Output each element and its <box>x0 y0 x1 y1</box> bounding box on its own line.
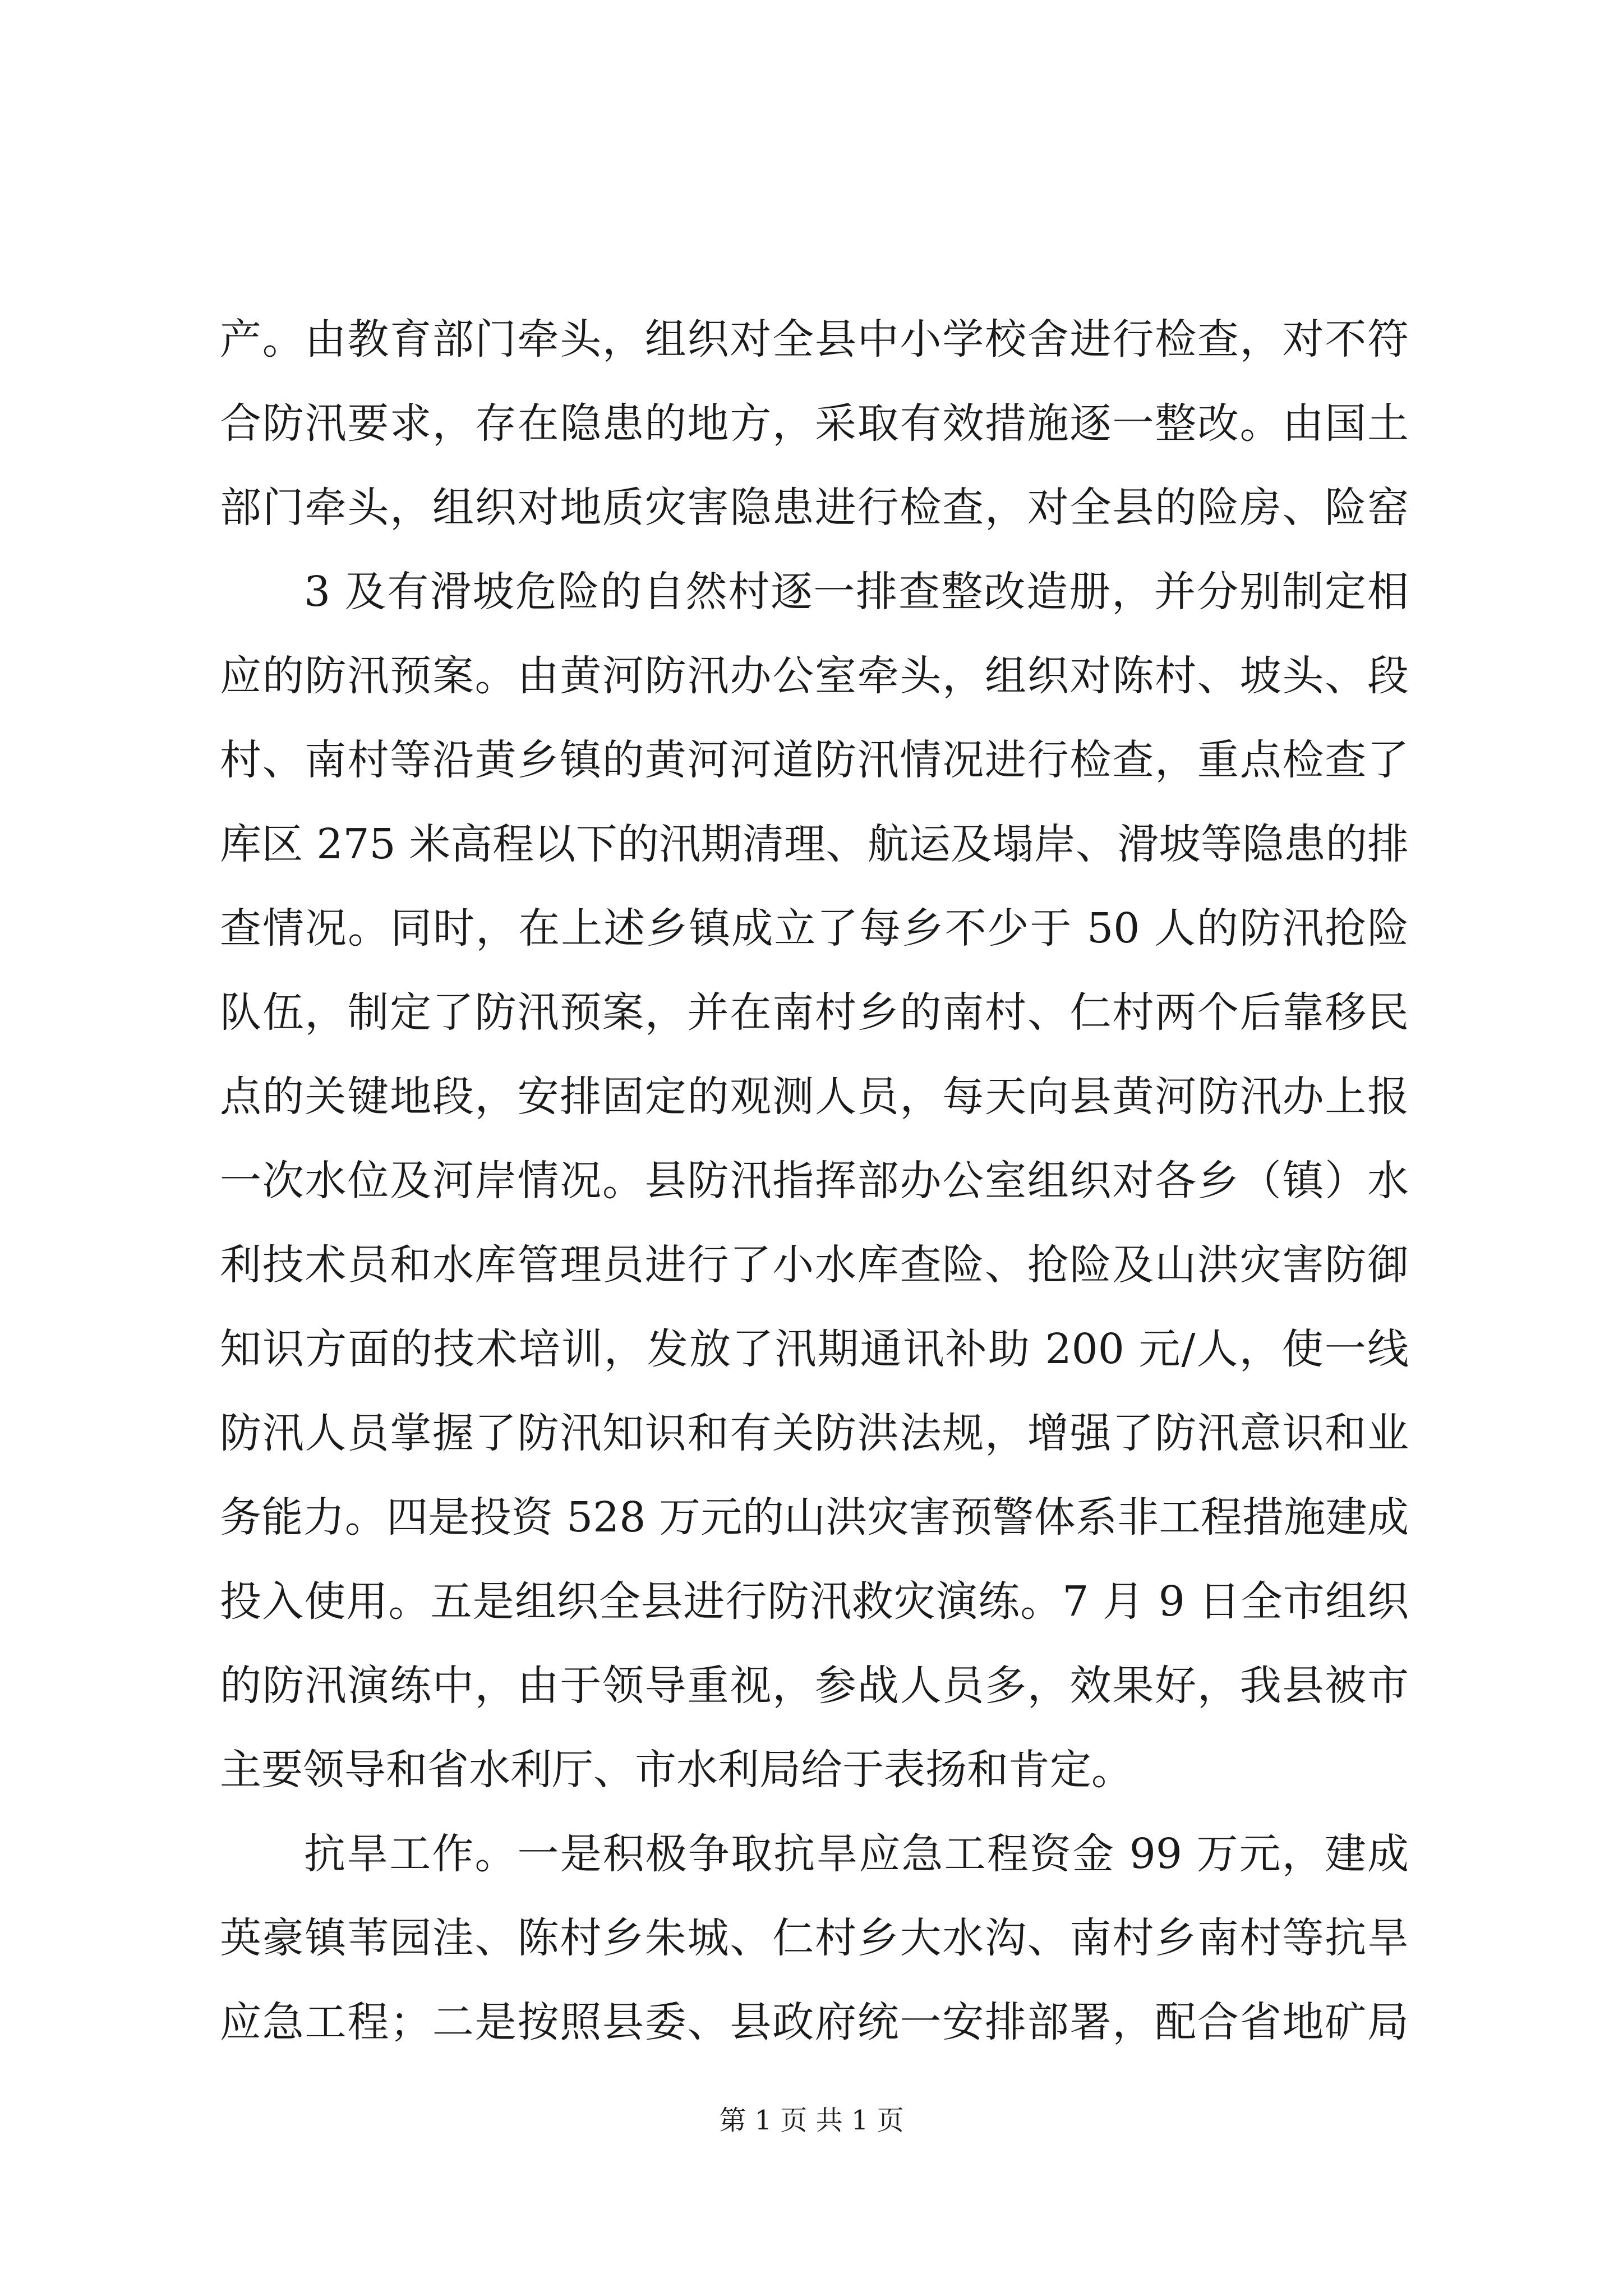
text-line: 合防汛要求，存在隐患的地方，采取有效措施逐一整改。由国土 <box>220 399 1409 448</box>
text-line: 防汛人员掌握了防汛知识和有关防洪法规，增强了防汛意识和业 <box>220 1409 1409 1457</box>
text-line: 应的防汛预案。由黄河防汛办公室牵头，组织对陈村、坡头、段 <box>220 652 1409 700</box>
text-line: 的防汛演练中，由于领导重视，参战人员多，效果好，我县被市 <box>220 1662 1409 1710</box>
text-line: 务能力。四是投资 528 万元的山洪灾害预警体系非工程措施建成 <box>220 1493 1409 1542</box>
text-line: 一次水位及河岸情况。县防汛指挥部办公室组织对各乡（镇）水 <box>220 1157 1409 1205</box>
text-line: 主要领导和省水利厅、市水利局给于表扬和肯定。 <box>220 1746 1133 1794</box>
text-line: 村、南村等沿黄乡镇的黄河河道防汛情况进行检查，重点检查了 <box>220 736 1409 784</box>
text-line: 应急工程；二是按照县委、县政府统一安排部署，配合省地矿局 <box>220 1998 1409 2046</box>
text-line: 查情况。同时，在上述乡镇成立了每乡不少于 50 人的防汛抢险 <box>220 904 1409 953</box>
text-line: 知识方面的技术培训，发放了汛期通讯补助 200 元/人，使一线 <box>220 1325 1409 1373</box>
page-footer: 第 1 页 共 1 页 <box>719 2105 904 2136</box>
text-line: 部门牵头，组织对地质灾害隐患进行检查，对全县的险房、险窑 <box>220 484 1409 532</box>
text-line: 抗旱工作。一是积极争取抗旱应急工程资金 99 万元，建成 <box>304 1830 1409 1878</box>
text-line: 投入使用。五是组织全县进行防汛救灾演练。7 月 9 日全市组织 <box>220 1577 1409 1626</box>
text-line: 产。由教育部门牵头，组织对全县中小学校舍进行检查，对不符 <box>220 315 1409 364</box>
text-line: 队伍，制定了防汛预案，并在南村乡的南村、仁村两个后靠移民 <box>220 988 1409 1037</box>
text-line: 3 及有滑坡危险的自然村逐一排查整改造册，并分别制定相 <box>304 568 1409 616</box>
body-text <box>220 297 1409 2064</box>
text-line: 库区 275 米高程以下的汛期清理、航运及塌岸、滑坡等隐患的排 <box>220 820 1409 868</box>
text-line: 利技术员和水库管理员进行了小水库查险、抢险及山洪灾害防御 <box>220 1241 1409 1289</box>
text-line: 英豪镇苇园洼、陈村乡朱城、仁村乡大水沟、南村乡南村等抗旱 <box>220 1914 1409 1962</box>
text-line: 点的关键地段，安排固定的观测人员，每天向县黄河防汛办上报 <box>220 1073 1409 1121</box>
